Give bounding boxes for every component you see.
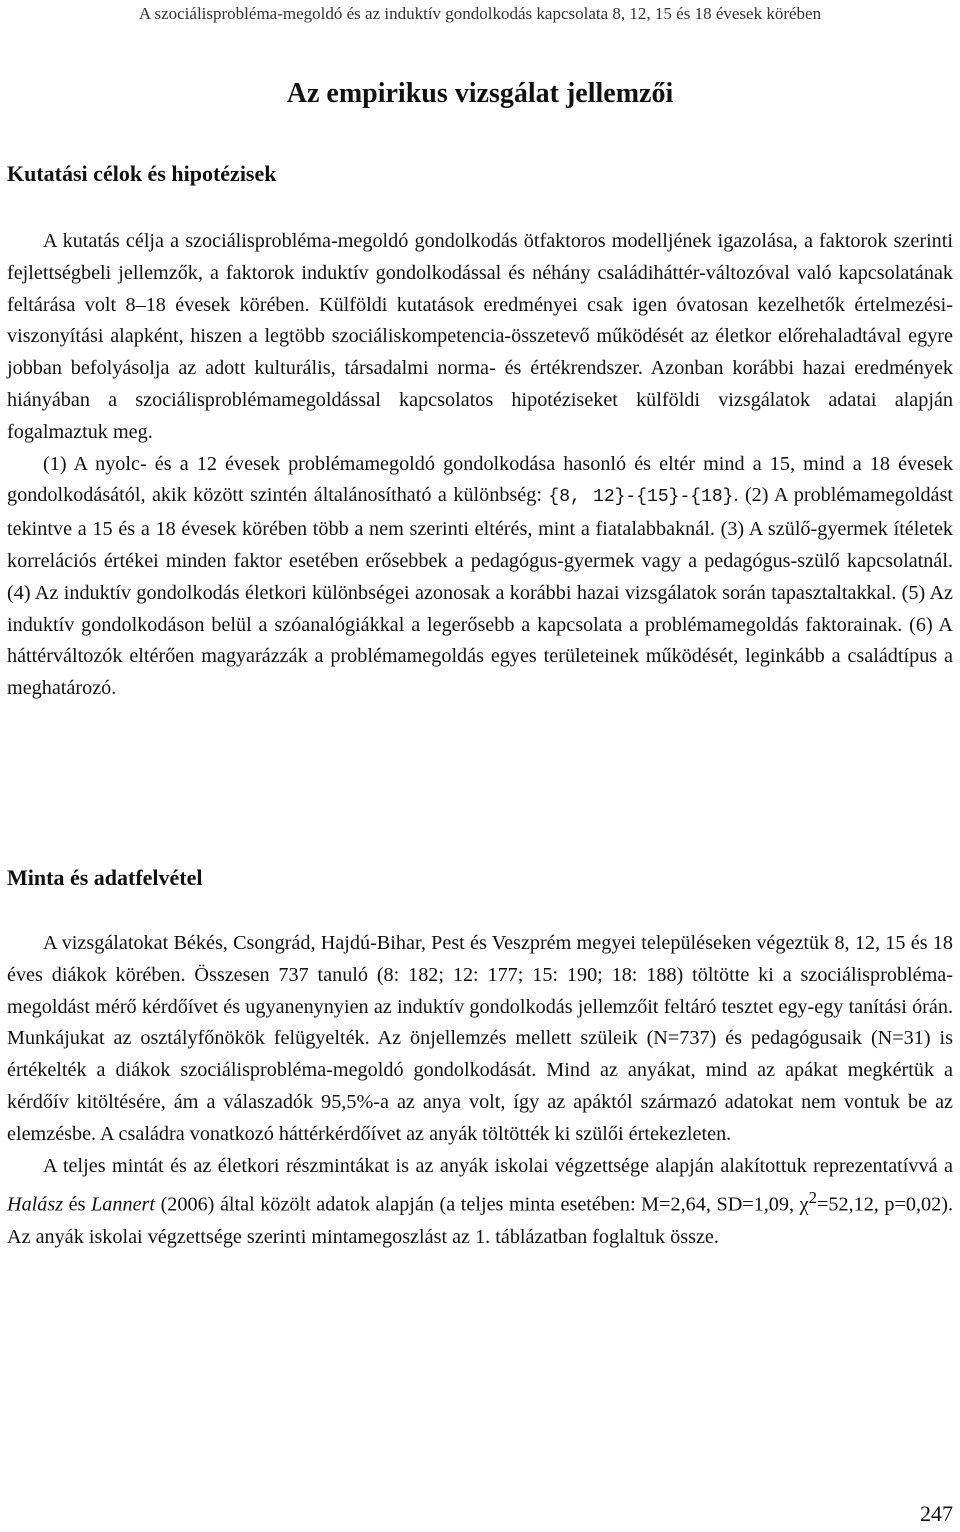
section-body-sample: [7, 928, 953, 1254]
page-number: 247: [920, 1501, 953, 1526]
paragraph: A kutatás célja a szociálisprobléma-megoldó gondolkodás ötfaktoros modelljének igazolása, a faktorok szerinti fejlettségbeli jellemzők, a faktorok induktív gondolkodással és néhány családiháttér-változóval való kapcsolatának feltárása volt 8–18 évesek körében. Külföldi kutatások eredményei csak igen óvatosan kezelhetők értelmezési-viszonyítási alapként, hiszen a legtöbb szociáliskompetencia-összetevő működését az életkor előrehaladtával egyre jobban befolyásolja az adott kulturális, társadalmi norma- és értékrendszer. Azonban korábbi hazai eredmények hiányában a szociálisproblémamegoldással kapcsolatos hipotéziseket külföldi vizsgálatok adatai alapján fogalmaztuk meg.: [7, 230, 953, 443]
running-header: A szociálisprobléma-megoldó és az induktív gondolkodás kapcsolata 8, 12, 15 és 18 évesek körében: [138, 4, 822, 23]
section-body-goals: [7, 226, 953, 705]
superscript: 2: [808, 1188, 817, 1208]
page-title: Az empirikus vizsgálat jellemzői: [286, 78, 674, 109]
section-heading-sample: Minta és adatfelvétel: [7, 865, 203, 890]
paragraph: A teljes mintát és az életkori részmintákat is az anyák iskolai végzettsége alapján alakítottuk reprezentatívvá a Halász és Lannert (2006) által közölt adatok alapján (a teljes minta esetében: M=2,64, SD=1,09, $\chi^2=52,12$, p=0,02). Az anyák iskolai végzettsége szerinti mintamegoszlást az 1. táblázatban foglaltuk össze.: [7, 1154, 953, 1248]
section-heading-goals: Kutatási célok és hipotézisek: [7, 161, 277, 186]
paragraph-hypotheses: (1) A nyolc- és a 12 évesek problémamegoldó gondolkodása hasonló és eltér mind a 15, mind a 18 évesek gondolkodásától, akik között szintén általánosítható a különbség: {8, 12}-{15}-{18}. (2) A problémamegoldást tekintve a 15 és a 18 évesek körében több a nem szerinti eltérés, mint a fiatalabbaknál. (3) A szülő-gyermek ítéletek korrelációs értékei minden faktor esetében erősebbek a pedagógus-gyermek vagy a pedagógus-szülő kapcsolatnál. (4) Az induktív gondolkodás életkori különbségei azonosak a korábbi hazai vizsgálatok során tapasztaltakkal. (5) Az induktív gondolkodáson belül a szóanalógiákkal a legerősebb a kapcsolata a problémamegoldás faktorainak. (6) A háttérváltozók eltérően magyarázzák a problémamegoldás egyes területeinek működését, leginkább a családtípus a meghatározó.: [7, 452, 953, 700]
age-grouping-notation: {8, 12}-{15}-{18}: [548, 487, 734, 508]
author-citation: Lannert: [91, 1194, 155, 1217]
author-citation: Halász: [7, 1194, 64, 1217]
paragraph: A vizsgálatokat Békés, Csongrád, Hajdú-Bihar, Pest és Veszprém megyei településeken végeztük 8, 12, 15 és 18 éves diákok körében. Összesen 737 tanuló (8: 182; 12: 177; 15: 190; 18: 188) töltötte ki a szociálisprobléma-megoldást mérő kérdőívet és ugyanenynyien az induktív gondolkodás jellemzőit feltáró tesztet egy-egy tanítási órán. Munkájukat az osztályfőnökök felügyelték. Az önjellemzés mellett szüleik (N=737) és pedagógusaik (N=31) is értékelték a diákok szociálisprobléma-megoldó gondolkodását. Mind az anyákat, mind az apákat megkértük a kérdőív kitöltésére, ám a válaszadók 95,5%-a az anya volt, így az apáktól származó adatokat nem vontuk be az elemzésbe. A családra vonatkozó háttérkérdőívet az anyák töltötték ki szülői értekezleten.: [7, 932, 953, 1145]
